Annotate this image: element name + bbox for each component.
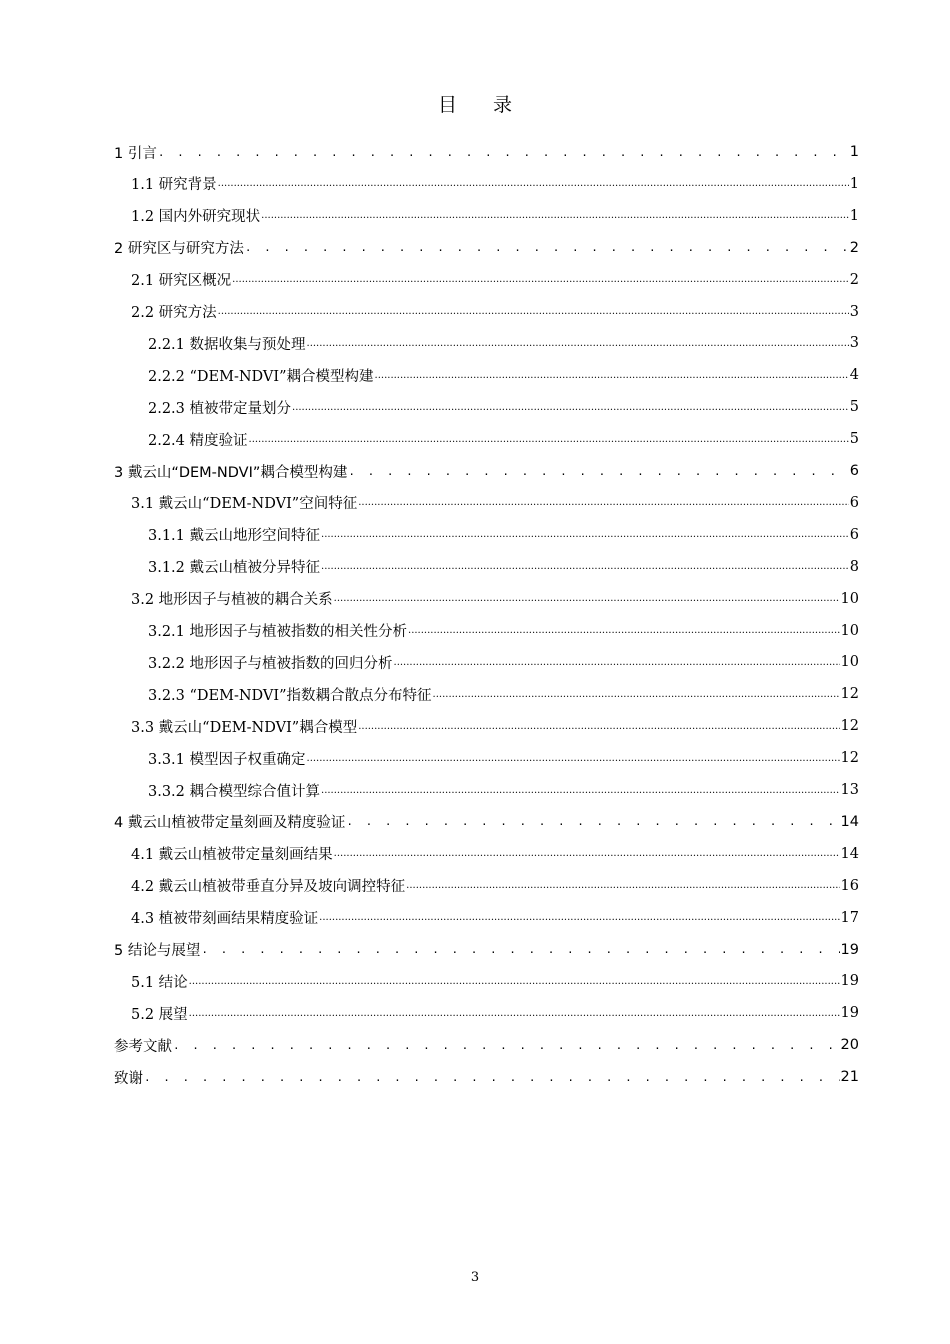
- toc-entry-page: 17: [840, 909, 859, 926]
- toc-entry[interactable]: [114, 806, 859, 838]
- toc-entry-page: 10: [840, 590, 859, 607]
- toc-entry[interactable]: [148, 327, 859, 359]
- toc-entry-page: 8: [849, 558, 859, 575]
- toc-leader-dots: [358, 497, 849, 508]
- toc-entry-page: 2: [849, 239, 859, 256]
- toc-entry-label: 3.3.1 模型因子权重确定: [148, 751, 306, 768]
- toc-entry[interactable]: [114, 232, 859, 264]
- toc-entry-page: 19: [840, 941, 859, 958]
- toc-entry-page: 19: [840, 1005, 859, 1022]
- toc-entry[interactable]: [148, 646, 859, 678]
- page-number: 3: [470, 1270, 480, 1285]
- toc-entry[interactable]: [114, 934, 859, 966]
- toc-entry-label: 3.2.2 地形因子与植被指数的回归分析: [148, 655, 393, 672]
- toc-entry-label: 3.2.3 “DEM-NDVI”指数耦合散点分布特征: [148, 687, 432, 704]
- toc-leader-dots: [321, 561, 849, 572]
- toc-entry-label: 2 研究区与研究方法: [114, 241, 244, 258]
- toc-entry[interactable]: [131, 264, 859, 296]
- toc-entry[interactable]: [131, 487, 859, 519]
- toc-leader-dots: [358, 721, 839, 732]
- toc-entry-label: 4 戴云山植被带定量刻画及精度验证: [114, 815, 346, 832]
- toc-entry-label: 2.2.1 数据收集与预处理: [148, 336, 306, 353]
- toc-leader-dots: [201, 943, 839, 956]
- toc-entry-page: 20: [840, 1037, 859, 1054]
- toc-entry-label: 2.2 研究方法: [131, 305, 217, 321]
- toc-entry-page: 21: [840, 1069, 859, 1086]
- toc-leader-dots: [249, 434, 849, 445]
- toc-entry[interactable]: [131, 583, 859, 615]
- toc-entry-page: 2: [849, 271, 859, 288]
- toc-leader-dots: [144, 1071, 840, 1084]
- toc-leader-dots: [218, 306, 849, 317]
- toc-leader-dots: [348, 465, 848, 478]
- toc-entry-label: 3.1 戴云山“DEM-NDVI”空间特征: [131, 496, 358, 513]
- toc-leader-dots: [261, 210, 849, 221]
- toc-entry-page: 13: [840, 782, 859, 798]
- toc-entry-label: 3.1.2 戴云山植被分异特征: [148, 560, 321, 577]
- toc-leader-dots: [245, 241, 849, 254]
- toc-entry[interactable]: [131, 902, 859, 934]
- toc-entry-label: 2.2.3 植被带定量划分: [148, 400, 292, 417]
- toc-entry-label: 4.3 植被带刻画结果精度验证: [131, 911, 319, 928]
- toc-entry[interactable]: [148, 742, 859, 774]
- toc-leader-dots: [321, 529, 849, 540]
- toc-entry-page: 3: [849, 303, 859, 320]
- toc-leader-dots: [218, 178, 849, 189]
- toc-entry-page: 6: [849, 526, 859, 543]
- toc-entry-label: 5 结论与展望: [114, 943, 201, 959]
- toc-entry-label: 3.2.1 地形因子与植被指数的相关性分析: [148, 624, 408, 640]
- toc-entry[interactable]: [148, 615, 859, 647]
- toc-leader-dots: [375, 370, 849, 381]
- toc-entry-page: 1: [849, 144, 859, 160]
- toc-entry-page: 6: [849, 463, 859, 479]
- toc-entry-label: 2.2.4 精度验证: [148, 432, 248, 449]
- toc-entry[interactable]: [131, 200, 859, 232]
- toc-entry-label: 2.1 研究区概况: [131, 273, 232, 290]
- toc-entry[interactable]: [131, 838, 859, 870]
- toc-entry-label: 1.2 国内外研究现状: [131, 209, 261, 226]
- toc-entry-page: 10: [840, 622, 859, 639]
- toc-entry[interactable]: [148, 774, 859, 806]
- toc-leader-dots: [189, 1008, 840, 1019]
- toc-entry-label: 1.1 研究背景: [131, 177, 217, 194]
- toc-entry-label: 1 引言: [114, 145, 157, 162]
- toc-entry-page: 12: [840, 750, 859, 767]
- toc-entry-label: 5.2 展望: [131, 1006, 188, 1023]
- toc-title: 目录: [437, 94, 548, 116]
- toc-entry-page: 14: [840, 813, 859, 830]
- toc-leader-dots: [307, 753, 840, 764]
- toc-leader-dots: [406, 880, 839, 891]
- toc-entry[interactable]: [114, 1029, 859, 1061]
- toc-leader-dots: [173, 1039, 840, 1052]
- toc-entry-page: 16: [840, 877, 859, 894]
- toc-entry-page: 12: [840, 718, 859, 735]
- toc-entry-page: 10: [840, 654, 859, 671]
- toc-entry-page: 12: [840, 686, 859, 703]
- toc-entry-label: 3.3.2 耦合模型综合值计算: [148, 783, 321, 800]
- toc-entry-page: 1: [849, 207, 859, 224]
- toc-leader-dots: [334, 593, 840, 604]
- toc-entry-label: 2.2.2 “DEM-NDVI”耦合模型构建: [148, 368, 374, 385]
- toc-entry-page: 19: [840, 973, 859, 990]
- toc-entry[interactable]: [114, 455, 859, 487]
- toc-entry[interactable]: [148, 391, 859, 423]
- toc-leader-dots: [232, 274, 849, 285]
- toc-entry-label: 3 戴云山“DEM-NDVI”耦合模型构建: [114, 464, 348, 481]
- toc-entry[interactable]: [148, 678, 859, 710]
- toc-entry-label: 4.2 戴云山植被带垂直分异及坡向调控特征: [131, 879, 406, 896]
- toc-leader-dots: [307, 338, 849, 349]
- toc-entry-page: 3: [849, 335, 859, 352]
- toc-leader-dots: [292, 402, 849, 413]
- toc-entry-label: 5.1 结论: [131, 974, 188, 991]
- toc-entry-label: 4.1 戴云山植被带定量刻画结果: [131, 847, 333, 864]
- toc-leader-dots: [394, 657, 840, 668]
- toc-leader-dots: [334, 848, 840, 859]
- toc-entry[interactable]: [148, 551, 859, 583]
- toc-leader-dots: [319, 912, 839, 923]
- toc-entry-page: 14: [840, 845, 859, 862]
- toc-entry[interactable]: [131, 296, 859, 328]
- toc-entry-page: 6: [849, 494, 859, 511]
- toc-entry[interactable]: [131, 168, 859, 200]
- toc-entry-label: 致谢: [114, 1070, 143, 1087]
- toc-leader-dots: [433, 689, 840, 700]
- toc-leader-dots: [158, 146, 849, 159]
- toc-entry[interactable]: [148, 359, 859, 391]
- toc-leader-dots: [346, 815, 839, 828]
- toc-entry-label: 参考文献: [114, 1038, 172, 1055]
- toc-entry-label: 3.1.1 戴云山地形空间特征: [148, 528, 321, 545]
- toc-leader-dots: [189, 976, 840, 987]
- toc-entry[interactable]: [131, 997, 859, 1029]
- toc-entry[interactable]: [131, 870, 859, 902]
- toc-entry[interactable]: [148, 423, 859, 455]
- toc-entry-label: 3.2 地形因子与植被的耦合关系: [131, 592, 333, 609]
- toc-entry[interactable]: [114, 1061, 859, 1093]
- toc-entry-page: 5: [849, 431, 859, 448]
- toc-entry-page: 4: [849, 367, 859, 384]
- toc-entry-page: 1: [849, 175, 859, 192]
- toc-leader-dots: [408, 625, 840, 636]
- toc-entry-label: 3.3 戴云山“DEM-NDVI”耦合模型: [131, 719, 358, 736]
- toc-entry[interactable]: [131, 710, 859, 742]
- toc-leader-dots: [321, 785, 840, 796]
- toc-entry[interactable]: [131, 965, 859, 997]
- toc-entry-page: 5: [849, 399, 859, 416]
- toc-entry[interactable]: [114, 136, 859, 168]
- toc-entry[interactable]: [148, 519, 859, 551]
